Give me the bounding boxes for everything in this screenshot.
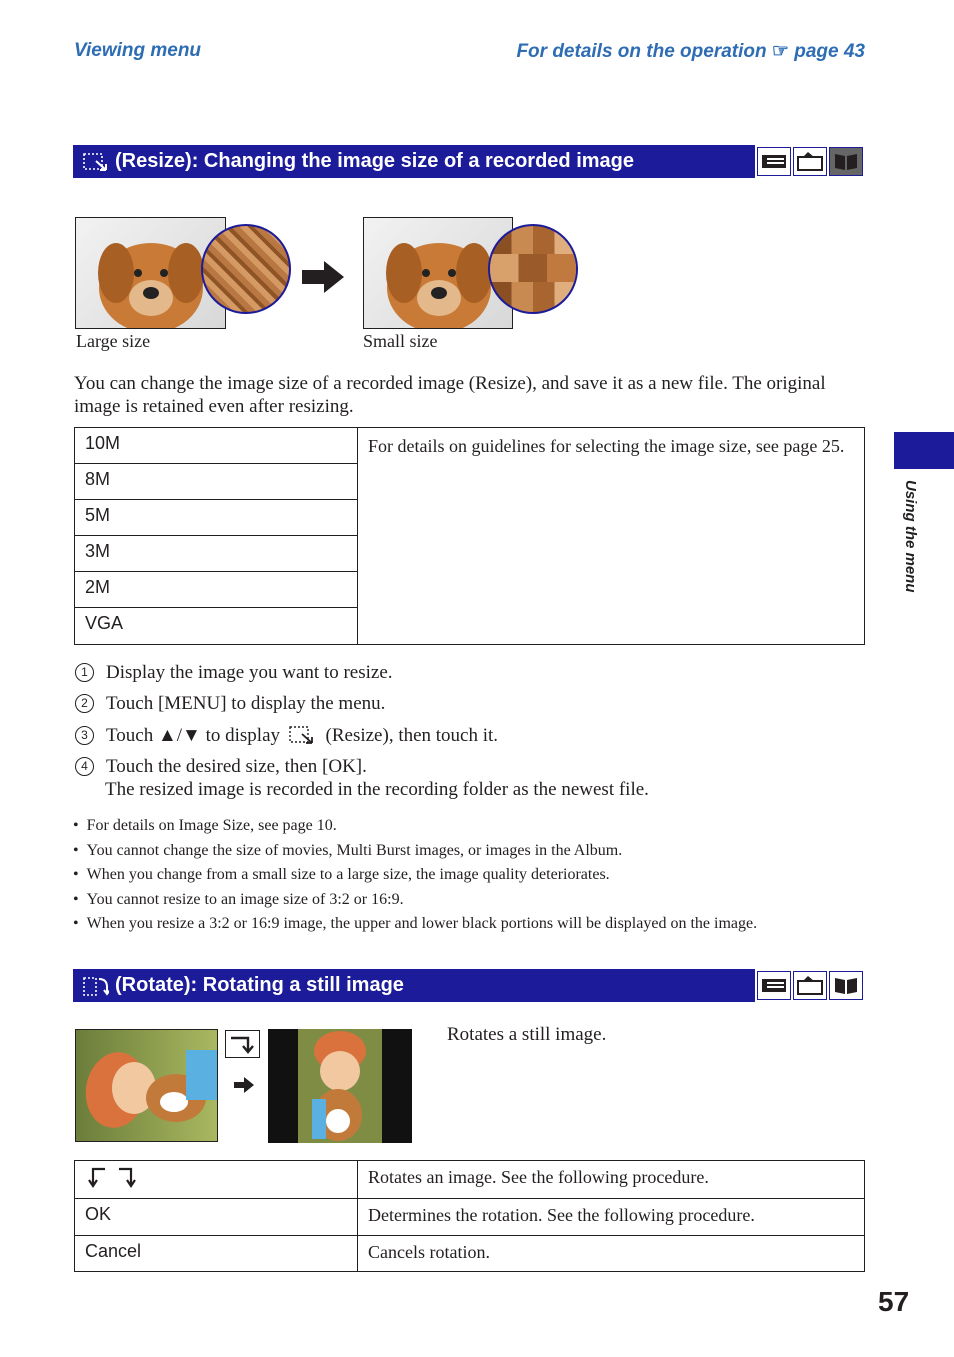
rotate-row-text: Determines the rotation. See the following procedure.	[358, 1199, 865, 1236]
step-number: 3	[75, 726, 94, 745]
resize-icon	[83, 151, 109, 173]
step-4	[75, 755, 649, 801]
arrow-right-icon	[233, 1076, 255, 1094]
step-number: 2	[75, 694, 94, 713]
resize-title: (Resize): Changing the image size of a recorded image	[115, 150, 635, 172]
resize-notes	[73, 814, 873, 937]
note-item: • For details on Image Size, see page 10.	[73, 814, 873, 839]
step-text: Touch ▲/▼ to display	[106, 725, 281, 746]
section-header: Viewing menu	[74, 40, 202, 61]
mode-icons	[755, 145, 865, 178]
camera-icon	[793, 971, 827, 1000]
note-item: • You cannot change the size of movies, Multi Burst images, or images in the Album.	[73, 839, 873, 864]
operation-reference-page: page 43	[794, 41, 865, 62]
page-number: 57	[878, 1286, 910, 1317]
step-text: Touch the desired size, then [OK].	[106, 756, 367, 777]
size-option: 2M	[75, 572, 358, 608]
operation-reference	[516, 40, 865, 63]
internal-memory-icon	[757, 971, 791, 1000]
note-item: • When you change from a small size to a large size, the image quality deteriorates.	[73, 863, 873, 888]
note-item: • You cannot resize to an image size of 3:2 or 16:9.	[73, 888, 873, 913]
camera-icon	[793, 147, 827, 176]
note-item: • When you resize a 3:2 or 16:9 image, the upper and lower black portions will be displayed on the image.	[73, 912, 873, 937]
size-option: 5M	[75, 500, 358, 536]
step-number: 1	[75, 663, 94, 682]
rotate-row-text: Rotates an image. See the following procedure.	[358, 1161, 865, 1199]
rotate-after-photo	[268, 1029, 412, 1143]
rotate-description: Rotates a still image.	[447, 1024, 607, 1045]
step-text: Touch [MENU] to display the menu.	[106, 693, 386, 714]
size-option: 8M	[75, 464, 358, 500]
size-option: 10M	[75, 428, 358, 464]
caption-large: Large size	[76, 331, 151, 351]
album-icon	[829, 971, 863, 1000]
pointing-hand-icon: ☞	[771, 41, 789, 62]
size-option: 3M	[75, 536, 358, 572]
size-table	[74, 427, 865, 645]
size-option: VGA	[75, 608, 358, 645]
step-3	[75, 724, 498, 747]
side-tab-label: Using the menu	[902, 480, 919, 593]
large-size-zoom	[201, 224, 291, 314]
step-number: 4	[75, 757, 94, 776]
mode-icons	[755, 969, 865, 1002]
resize-title-bar	[73, 145, 865, 178]
resize-icon	[289, 724, 317, 746]
step-1	[75, 661, 393, 684]
rotate-clockwise-icon	[225, 1030, 260, 1058]
rotate-title: (Rotate): Rotating a still image	[115, 974, 404, 996]
step-4-detail: The resized image is recorded in the recording folder as the newest file.	[105, 779, 649, 800]
rotate-option-ok: OK	[75, 1199, 358, 1236]
rotate-option-arrows	[75, 1161, 358, 1199]
album-icon	[829, 147, 863, 176]
step-2	[75, 692, 385, 715]
step-text: Display the image you want to resize.	[106, 662, 393, 683]
operation-reference-prefix: For details on the operation	[516, 41, 767, 62]
rotate-icon	[83, 975, 109, 997]
rotate-title-bar	[73, 969, 865, 1002]
rotate-table	[74, 1160, 865, 1272]
resize-intro: You can change the image size of a recorded image (Resize), and save it as a new file. The original image is retained even after resizing.	[74, 373, 826, 417]
rotate-arrows-icon	[85, 1165, 141, 1189]
small-size-zoom	[488, 224, 578, 314]
step-text-suffix: (Resize), then touch it.	[325, 725, 499, 746]
internal-memory-icon	[757, 147, 791, 176]
rotate-row-text: Cancels rotation.	[358, 1236, 865, 1272]
side-tab-marker	[894, 432, 954, 469]
arrow-right-icon	[300, 259, 346, 295]
size-note: For details on guidelines for selecting the image size, see page 25.	[358, 428, 865, 645]
rotate-before-photo	[75, 1029, 218, 1142]
caption-small: Small size	[363, 331, 438, 351]
rotate-option-cancel: Cancel	[75, 1236, 358, 1272]
